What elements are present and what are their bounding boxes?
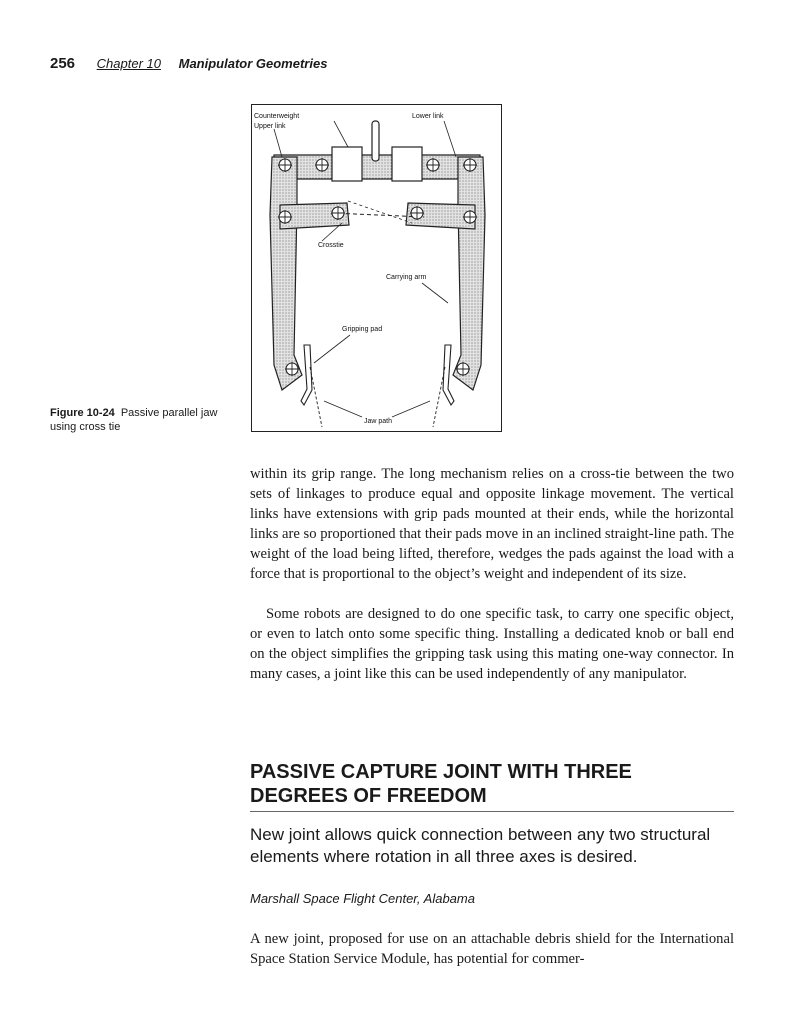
page-number: 256 [50,55,76,72]
pivot-crosshairs [278,158,477,376]
figure-caption-number: Figure 10-24 [50,407,115,419]
figure-caption-text: Passive parallel jaw using cross tie [50,407,218,433]
section-subtitle: New joint allows quick connection between any two structural elements where rotation in all three axes is desired. [250,825,711,866]
pivot-joints [279,159,476,375]
label-crosstie: Crosstie [318,242,344,249]
body-paragraph-1: within its grip range. The long mechanism relies on a cross-tie between the two sets of linkages to produce equal and opposite linkage movement. The vertical links have extensions with grip pads mounted at their ends, while the horizontal links are so proportioned that their pads move in an inclined straight-line path. The weight of the load being lifted, therefore, wedges the pads against the load with a force that is proportional to the object’s weight and independent of its size. [250,466,734,582]
section-source: Marshall Space Flight Center, Alabama [250,891,475,906]
gripper-diagram [252,105,503,433]
label-upper-link: Upper link [254,123,286,130]
section-title: PASSIVE CAPTURE JOINT WITH THREE DEGREES OF FREEDOM [250,760,734,812]
center-post [372,121,379,161]
carrying-arm-left [270,157,302,390]
gripping-pad-right [443,345,454,405]
running-head [50,55,327,72]
label-counterweight: Counterweight [254,113,300,120]
label-gripping-pad: Gripping pad [342,326,383,333]
gripping-pad-left [301,345,312,405]
section-paragraph-1: A new joint, proposed for use on an attachable debris shield for the International Space Station Service Module, has potential for commer- [250,931,734,967]
counterweight-right [392,147,422,181]
label-carrying-arm: Carrying arm [386,274,427,281]
counterweight-left [332,147,362,181]
figure-10-24 [251,104,502,432]
figure-caption [50,406,230,434]
carrying-arm-right [453,157,485,390]
label-jaw-path: Jaw path [364,418,393,425]
chapter-title: Manipulator Geometries [178,56,328,71]
label-lower-link: Lower link [412,113,444,120]
chapter-number: Chapter 10 [96,56,161,71]
body-paragraph-2: Some robots are designed to do one specific task, to carry one specific object, or even to latch onto some specific thing. Installing a dedicated knob or ball end on the object simplifies the gripping task using this mating one-way connector. In many cases, a joint like this can be used independently of any manipulator. [250,606,734,682]
